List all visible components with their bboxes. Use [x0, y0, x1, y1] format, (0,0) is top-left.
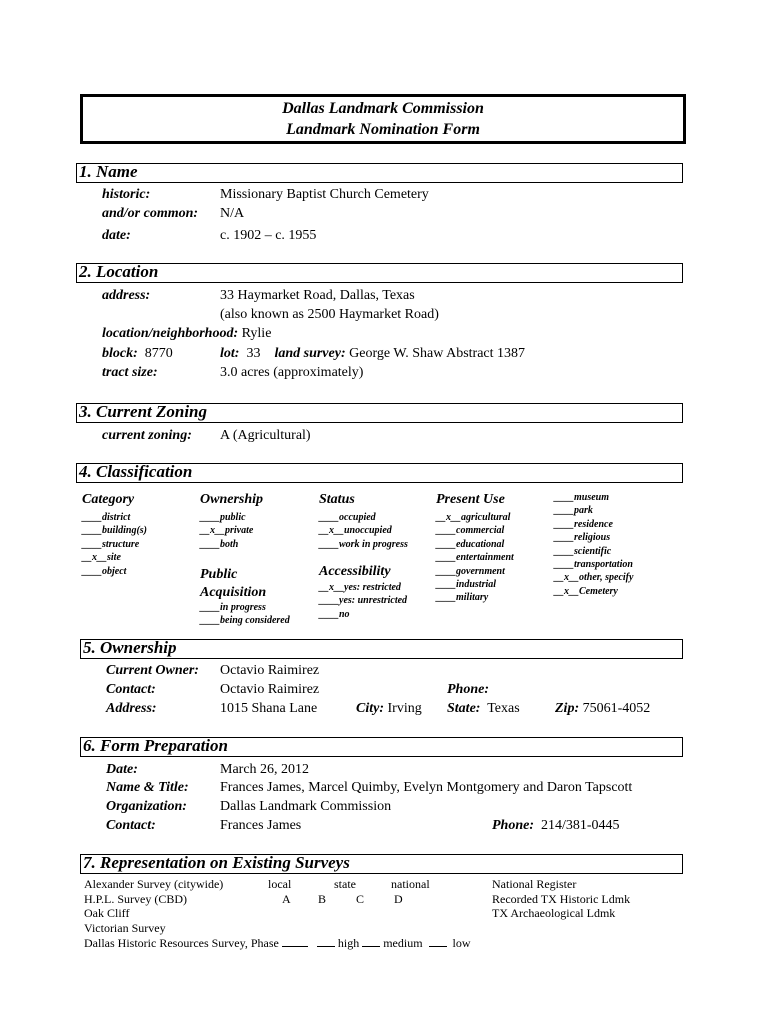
- present-use-item: ____residence: [554, 518, 613, 530]
- date-label: date:: [102, 228, 131, 243]
- present-use-column-2: [554, 491, 633, 598]
- common-value: N/A: [220, 206, 245, 221]
- owner-label: Current Owner:: [106, 663, 199, 678]
- historic-value: Missionary Baptist Church Cemetery: [220, 187, 429, 202]
- present-use-item: ____entertainment: [436, 552, 514, 564]
- city-row: [356, 701, 422, 717]
- category-item: __x__site: [82, 552, 121, 564]
- present-use-item: ____museum: [554, 492, 610, 503]
- present-use-column: [436, 492, 514, 605]
- status-item: ____occupied: [319, 512, 376, 523]
- block-value: 8770: [144, 346, 173, 361]
- grade-c: C: [356, 892, 365, 906]
- high-option: high: [337, 936, 360, 950]
- accessibility-item: __x__yes: restricted: [319, 582, 401, 593]
- section-2-title: 2. Location: [79, 262, 159, 281]
- section-3-title: 3. Current Zoning: [79, 402, 208, 421]
- section-6-title: 6. Form Preparation: [83, 736, 228, 755]
- prep-phone-label: Phone:: [492, 818, 534, 833]
- present-use-item: __x__agricultural: [436, 512, 511, 523]
- prep-date-value: March 26, 2012: [220, 762, 310, 777]
- section-6-header: [80, 737, 683, 757]
- ownership-item: ____both: [200, 538, 239, 550]
- present-use-item: __x__other, specify: [554, 572, 634, 584]
- medium-option: medium: [383, 936, 423, 950]
- present-use-title: Present Use: [436, 492, 505, 507]
- present-use-item: ____educational: [436, 538, 505, 550]
- owner-phone-label: Phone:: [447, 682, 489, 697]
- medium-blank: [362, 937, 380, 947]
- low-blank: [429, 937, 447, 947]
- section-7-title: 7. Representation on Existing Surveys: [83, 853, 350, 872]
- form-title-box: [80, 94, 686, 144]
- form-title-line1: Dallas Landmark Commission: [282, 100, 484, 117]
- land-survey-value: George W. Shaw Abstract 1387: [349, 346, 526, 361]
- ownership-column: [200, 492, 263, 551]
- category-item: ____district: [82, 512, 131, 523]
- accessibility-title: Accessibility: [319, 564, 391, 579]
- state-row: [447, 701, 520, 717]
- city-label: City:: [356, 701, 384, 716]
- lot-row: [220, 346, 525, 362]
- owner-value: Octavio Raimirez: [220, 663, 320, 678]
- low-option: low: [452, 936, 471, 950]
- prep-contact-label: Contact:: [106, 818, 156, 833]
- ownership-item: __x__private: [200, 525, 254, 537]
- phase-blank: [282, 937, 308, 947]
- section-5-header: [80, 639, 683, 659]
- neighborhood-row: [102, 326, 271, 342]
- dhrs-row: [84, 936, 471, 951]
- section-5-title: 5. Ownership: [83, 638, 177, 657]
- state-value: Texas: [487, 701, 520, 716]
- address-line1: 33 Haymarket Road, Dallas, Texas: [220, 288, 415, 303]
- present-use-item: ____industrial: [436, 579, 497, 591]
- present-use-item: ____religious: [554, 532, 611, 544]
- neighborhood-label: location/neighborhood:: [102, 326, 239, 341]
- owner-contact-label: Contact:: [106, 682, 156, 697]
- state-option: state: [334, 877, 356, 891]
- city-value: Irving: [387, 701, 422, 716]
- address-label: address:: [102, 288, 151, 303]
- zip-label: Zip:: [555, 701, 580, 716]
- present-use-item: __x__Cemetery: [554, 585, 618, 597]
- status-title: Status: [319, 492, 355, 507]
- public-acquisition-item: ____being considered: [200, 615, 290, 627]
- public-acquisition-title2: Acquisition: [200, 585, 267, 600]
- present-use-item: ____commercial: [436, 525, 505, 537]
- section-4-header: [76, 463, 683, 483]
- tract-value: 3.0 acres (approximately): [220, 365, 364, 380]
- section-1-title: 1. Name: [79, 162, 138, 181]
- grade-b: B: [318, 892, 327, 906]
- section-7-header: [80, 854, 683, 874]
- public-acquisition-title1: Public: [200, 567, 238, 582]
- section-3-header: [76, 403, 683, 423]
- local-option: local: [268, 877, 292, 891]
- category-item: ____object: [82, 565, 127, 577]
- public-acquisition-item: ____in progress: [200, 602, 266, 613]
- hpl-survey: H.P.L. Survey (CBD): [84, 892, 188, 906]
- present-use-item: ____government: [436, 565, 505, 577]
- owner-contact-value: Octavio Raimirez: [220, 682, 320, 697]
- prep-name-value: Frances James, Marcel Quimby, Evelyn Montgomery and Daron Tapscott: [220, 780, 633, 795]
- prep-date-label: Date:: [106, 762, 138, 777]
- owner-address-label: Address:: [106, 701, 157, 716]
- present-use-item: ____scientific: [554, 545, 612, 557]
- block-label: block:: [102, 346, 138, 361]
- address-line2: (also known as 2500 Haymarket Road): [220, 307, 439, 322]
- ownership-title: Ownership: [200, 492, 264, 507]
- zoning-value: A (Agricultural): [220, 428, 311, 443]
- block-row: [102, 346, 173, 362]
- zoning-label: current zoning:: [102, 428, 192, 443]
- ownership-item: ____public: [200, 512, 246, 523]
- national-option: national: [391, 877, 430, 891]
- section-4-title: 4. Classification: [79, 462, 193, 481]
- victorian-survey: Victorian Survey: [84, 921, 166, 935]
- lot-label: lot:: [220, 346, 240, 361]
- alexander-survey: Alexander Survey (citywide): [84, 877, 224, 891]
- status-item: __x__unoccupied: [319, 525, 392, 537]
- prep-org-label: Organization:: [106, 799, 187, 814]
- date-value: c. 1902 – c. 1955: [220, 228, 317, 243]
- state-label: State:: [447, 701, 481, 716]
- form-title-line2: Landmark Nomination Form: [286, 121, 480, 138]
- high-blank: [317, 937, 335, 947]
- section-2-header: [76, 263, 683, 283]
- oak-cliff: Oak Cliff: [84, 906, 130, 920]
- category-item: ____building(s): [82, 525, 148, 537]
- grade-d: D: [394, 892, 403, 906]
- common-label: and/or common:: [102, 206, 199, 221]
- category-column: [82, 492, 147, 578]
- accessibility-column: [319, 564, 407, 621]
- prep-org-value: Dallas Landmark Commission: [220, 799, 392, 814]
- tx-archaeological-landmark: TX Archaeological Ldmk: [492, 906, 616, 920]
- present-use-item: ____military: [436, 592, 489, 604]
- national-register: National Register: [492, 877, 577, 891]
- prep-phone-value: 214/381-0445: [541, 818, 620, 833]
- zip-value: 75061-4052: [582, 701, 651, 716]
- prep-phone-row: [492, 818, 620, 834]
- accessibility-item: ____yes: unrestricted: [319, 595, 408, 607]
- grade-a: A: [282, 892, 291, 906]
- present-use-item: ____park: [554, 505, 593, 517]
- lot-value: 33: [246, 346, 261, 361]
- category-item: ____structure: [82, 538, 140, 550]
- dhrs-label: Dallas Historic Resources Survey, Phase: [84, 936, 279, 950]
- historic-label: historic:: [102, 187, 151, 202]
- status-column: [319, 492, 408, 551]
- owner-address-value: 1015 Shana Lane: [220, 701, 318, 716]
- land-survey-label: land survey:: [274, 346, 346, 361]
- recorded-tx-landmark: Recorded TX Historic Ldmk: [492, 892, 631, 906]
- neighborhood-value: Rylie: [241, 326, 272, 341]
- present-use-item: ____transportation: [554, 559, 633, 571]
- section-1-header: [76, 163, 683, 183]
- accessibility-item: ____no: [319, 608, 350, 620]
- prep-contact-value: Frances James: [220, 818, 302, 833]
- prep-name-label: Name & Title:: [106, 780, 189, 795]
- category-title: Category: [82, 492, 135, 507]
- status-item: ____work in progress: [319, 538, 408, 550]
- tract-label: tract size:: [102, 365, 158, 380]
- zip-row: [555, 701, 650, 717]
- public-acquisition-column: [200, 567, 290, 628]
